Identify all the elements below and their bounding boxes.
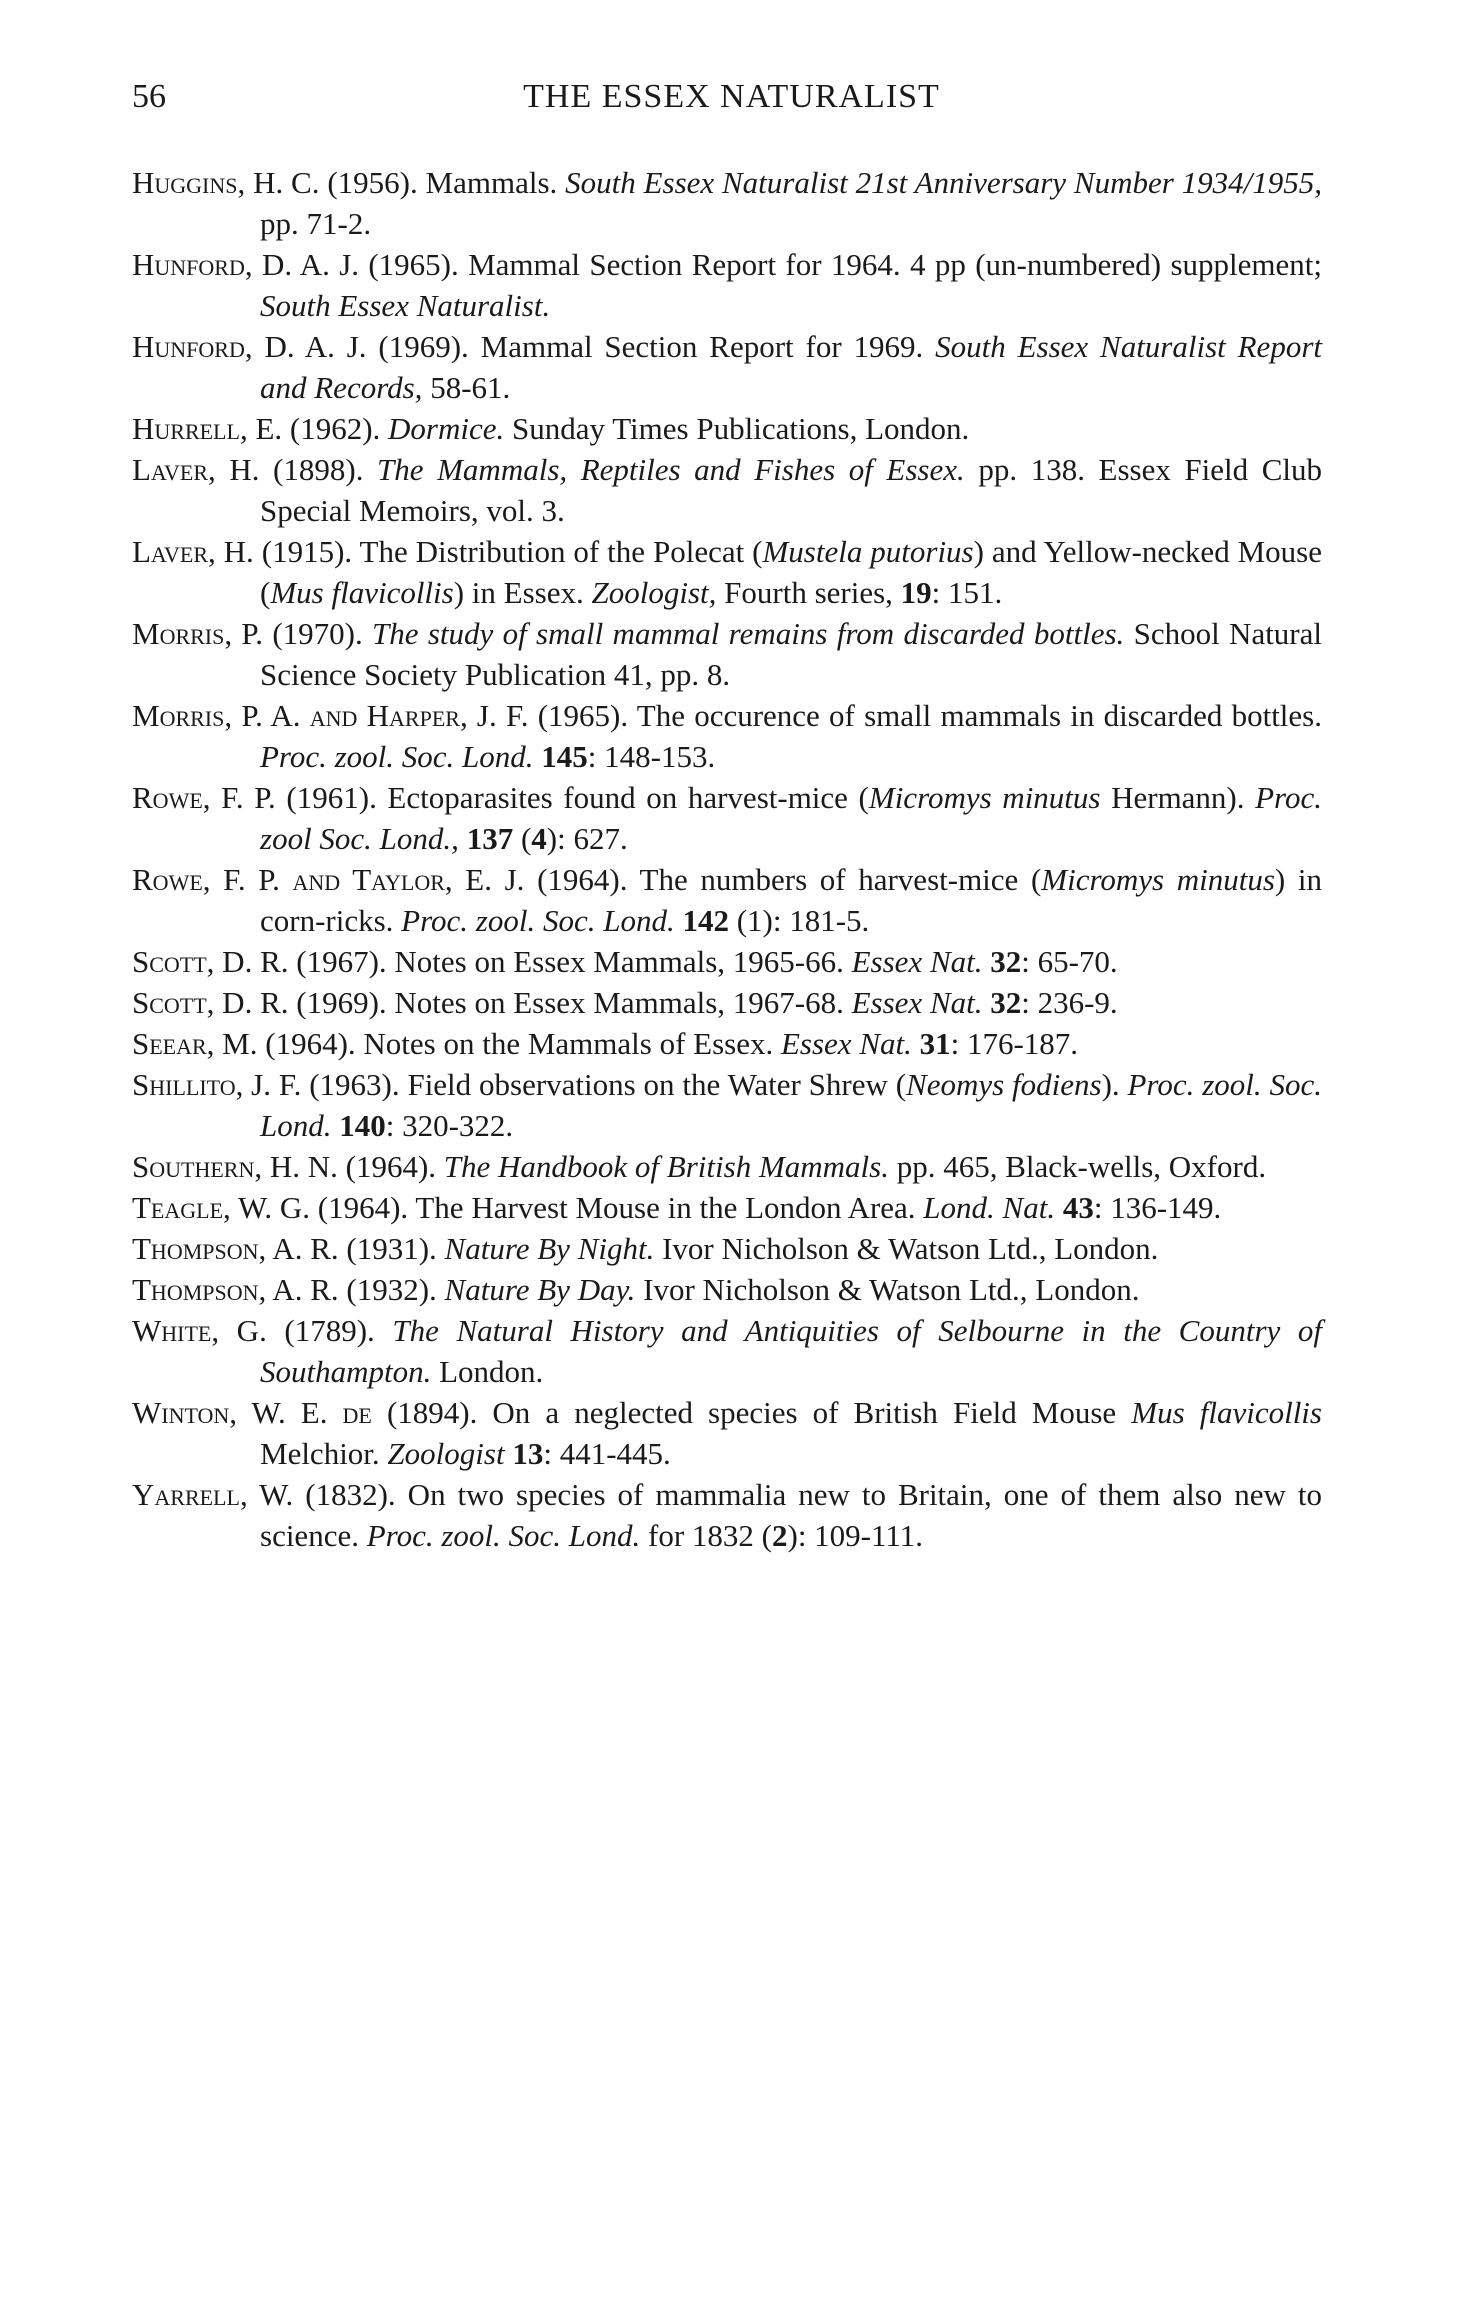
reference-volume: 19 (900, 575, 932, 610)
reference-entry (132, 1269, 1322, 1310)
reference-text: Ivor Nicholson & Watson Ltd., London. (654, 1231, 1159, 1266)
reference-entry (132, 1064, 1322, 1146)
reference-entry (132, 1023, 1322, 1064)
reference-entry (132, 941, 1322, 982)
reference-text: (1961). Ectoparasites found on harvest-mice ( (275, 780, 869, 815)
reference-text: (1965). The occurence of small mammals in discarded bottles. (528, 698, 1322, 733)
reference-volume: 140 (339, 1108, 386, 1143)
reference-entry (132, 1228, 1322, 1269)
reference-text: (1964). The Harvest Mouse in the London Area. (310, 1190, 924, 1225)
reference-text: London. (431, 1354, 544, 1389)
reference-text: ) in corn-ricks. (260, 862, 1322, 938)
reference-entry (132, 982, 1322, 1023)
reference-volume: 32 (990, 985, 1022, 1020)
reference-author: Yarrell, W. (132, 1477, 294, 1512)
reference-italic-text: South Essex Naturalist Report and Records, (260, 329, 1322, 405)
reference-italic-text: Zoologist, (591, 575, 717, 610)
reference-entry (132, 695, 1322, 777)
reference-italic-text: Dormice. (388, 411, 505, 446)
reference-text: (1964). The numbers of harvest-mice ( (524, 862, 1042, 897)
reference-author: Thompson, A. R. (132, 1272, 339, 1307)
reference-text: (1898). (259, 452, 378, 487)
reference-text: (1932). (338, 1272, 445, 1307)
reference-text: (1967). Notes on Essex Mammals, 1965-66. (288, 944, 852, 979)
reference-italic-text: Essex Nat. (851, 985, 983, 1020)
reference-entry (132, 531, 1322, 613)
reference-italic-text: Proc. zool. Soc. Lond. (260, 1067, 1322, 1143)
reference-text: ) in Essex. (453, 575, 592, 610)
reference-text: (1964). Notes on the Mammals of Essex. (257, 1026, 781, 1061)
reference-volume: 142 (682, 903, 729, 938)
reference-italic-text: Mus flavicollis (1131, 1395, 1322, 1430)
reference-text: Hermann). (1100, 780, 1256, 815)
reference-text: (1789). (266, 1313, 393, 1348)
reference-volume: 2 (772, 1518, 788, 1553)
reference-entry (132, 162, 1322, 244)
reference-italic-text: Nature By Day. (444, 1272, 636, 1307)
reference-author: Scott, D. R. (132, 985, 289, 1020)
reference-italic-text: The Handbook of British Mammals. (443, 1149, 889, 1184)
reference-volume: 137 (466, 821, 514, 856)
reference-entry (132, 408, 1322, 449)
reference-italic-text: South Essex Naturalist. (260, 288, 551, 323)
reference-text: (1965). Mammal Section Report for 1964. 4 pp (un-numbered) supplement; (359, 247, 1322, 282)
reference-italic-text: Proc. zool. Soc. Lond. (366, 1518, 641, 1553)
reference-entry (132, 613, 1322, 695)
reference-text: ). (1101, 1067, 1128, 1102)
reference-text: for 1832 ( (640, 1518, 772, 1553)
reference-italic-text: The Natural History and Antiquities of Selbourne in the Country of Southampton. (260, 1313, 1322, 1389)
reference-text: : 441-445. (543, 1436, 671, 1471)
reference-author: Southern, H. N. (132, 1149, 338, 1184)
reference-text: (1832). On two species of mammalia new to Britain, one of them also new to science. (260, 1477, 1323, 1553)
reference-author: Scott, D. R. (132, 944, 289, 979)
reference-italic-text: Essex Nat. (780, 1026, 912, 1061)
reference-author: Laver, H. (132, 452, 260, 487)
reference-text: : 151. (931, 575, 1003, 610)
reference-entry (132, 244, 1322, 326)
reference-volume: 145 (541, 739, 588, 774)
reference-text: Sunday Times Publications, London. (504, 411, 970, 446)
reference-entry (132, 1474, 1322, 1556)
reference-text: (1956). Mammals. (319, 165, 566, 200)
reference-entry (132, 777, 1322, 859)
reference-author: Winton, W. E. de (132, 1395, 372, 1430)
reference-text: : 65-70. (1021, 944, 1118, 979)
reference-italic-text: Proc. zool Soc. Lond., (260, 780, 1322, 856)
reference-text: : 236-9. (1021, 985, 1118, 1020)
reference-volume: 43 (1062, 1190, 1094, 1225)
running-title: THE ESSEX NATURALIST (523, 78, 940, 115)
reference-text (459, 821, 467, 856)
reference-italic-text: South Essex Naturalist 21st Anniversary Number 1934/1955, (565, 165, 1322, 200)
reference-italic-text: Neomys fodiens (906, 1067, 1102, 1102)
reference-entry (132, 1146, 1322, 1187)
reference-text: School Natural Science Society Publication 41, pp. 8. (260, 616, 1323, 692)
reference-text: (1915). The Distribution of the Polecat ( (253, 534, 763, 569)
reference-list (132, 162, 1322, 1556)
reference-volume: 4 (531, 821, 547, 856)
reference-italic-text: Lond. Nat. (923, 1190, 1056, 1225)
reference-italic-text: Micromys minutus (1041, 862, 1275, 897)
reference-italic-text: Essex Nat. (851, 944, 983, 979)
reference-text: (1970). (263, 616, 373, 651)
reference-text: ) and Yellow-necked Mouse ( (260, 534, 1323, 610)
page-number: 56 (132, 78, 166, 115)
reference-text: (1963). Field observations on the Water Shrew ( (301, 1067, 907, 1102)
reference-text: (1931). (338, 1231, 445, 1266)
reference-text: (1): 181-5. (728, 903, 870, 938)
reference-text: (1964). (337, 1149, 444, 1184)
reference-text: : 148-153. (587, 739, 716, 774)
reference-text: ( (513, 821, 532, 856)
reference-italic-text: Nature By Night. (444, 1231, 655, 1266)
reference-text: pp. 71-2. (260, 206, 372, 241)
reference-author: Rowe, F. P. (132, 780, 276, 815)
reference-author: Shillito, J. F. (132, 1067, 302, 1102)
reference-author: Hunford, D. A. J. (132, 329, 367, 364)
reference-text: pp. 138. Essex Field Club Special Memoirs, vol. 3. (260, 452, 1323, 528)
reference-text: 58-61. (422, 370, 511, 405)
reference-author: White, G. (132, 1313, 267, 1348)
reference-italic-text: Proc. zool. Soc. Lond. (260, 739, 534, 774)
reference-text: (1969). Mammal Section Report for 1969. (366, 329, 936, 364)
reference-entry (132, 1187, 1322, 1228)
reference-entry (132, 326, 1322, 408)
reference-text: (1894). On a neglected species of British Field Mouse (371, 1395, 1132, 1430)
reference-author: Hunford, D. A. J. (132, 247, 360, 282)
reference-author: Rowe, F. P. and Taylor, E. J. (132, 862, 525, 897)
reference-entry (132, 1310, 1322, 1392)
reference-text: Melchior. (260, 1436, 388, 1471)
reference-italic-text: Mus flavicollis (270, 575, 454, 610)
reference-text (1055, 1190, 1063, 1225)
reference-entry (132, 1392, 1322, 1474)
reference-text: ): 109-111. (787, 1518, 923, 1553)
reference-volume: 13 (512, 1436, 544, 1471)
reference-text: ): 627. (546, 821, 628, 856)
reference-italic-text: The Mammals, Reptiles and Fishes of Essex. (377, 452, 965, 487)
reference-author: Seear, M. (132, 1026, 258, 1061)
reference-entry (132, 859, 1322, 941)
reference-text: Fourth series, (716, 575, 901, 610)
page-header (132, 78, 1331, 138)
reference-volume: 31 (919, 1026, 951, 1061)
reference-author: Morris, P. (132, 616, 263, 651)
reference-author: Morris, P. A. and Harper, J. F. (132, 698, 529, 733)
reference-entry (132, 449, 1322, 531)
reference-italic-text: The study of small mammal remains from discarded bottles. (372, 616, 1125, 651)
reference-text: : 176-187. (950, 1026, 1079, 1061)
reference-author: Huggins, H. C. (132, 165, 320, 200)
reference-text: : 136-149. (1093, 1190, 1222, 1225)
reference-author: Teagle, W. G. (132, 1190, 311, 1225)
reference-text (912, 1026, 920, 1061)
reference-author: Thompson, A. R. (132, 1231, 339, 1266)
reference-italic-text: Micromys minutus (868, 780, 1101, 815)
reference-author: Hurrell, E. (132, 411, 283, 446)
reference-author: Laver, H. (132, 534, 254, 569)
reference-italic-text: Mustela putorius (762, 534, 974, 569)
reference-volume: 32 (990, 944, 1022, 979)
reference-text: : 320-322. (385, 1108, 514, 1143)
reference-text: (1962). (282, 411, 389, 446)
reference-text: Ivor Nicholson & Watson Ltd., London. (635, 1272, 1140, 1307)
reference-text: pp. 465, Black-wells, Oxford. (888, 1149, 1267, 1184)
reference-italic-text: Proc. zool. Soc. Lond. (401, 903, 675, 938)
reference-italic-text: Zoologist (387, 1436, 505, 1471)
reference-text: (1969). Notes on Essex Mammals, 1967-68. (288, 985, 852, 1020)
